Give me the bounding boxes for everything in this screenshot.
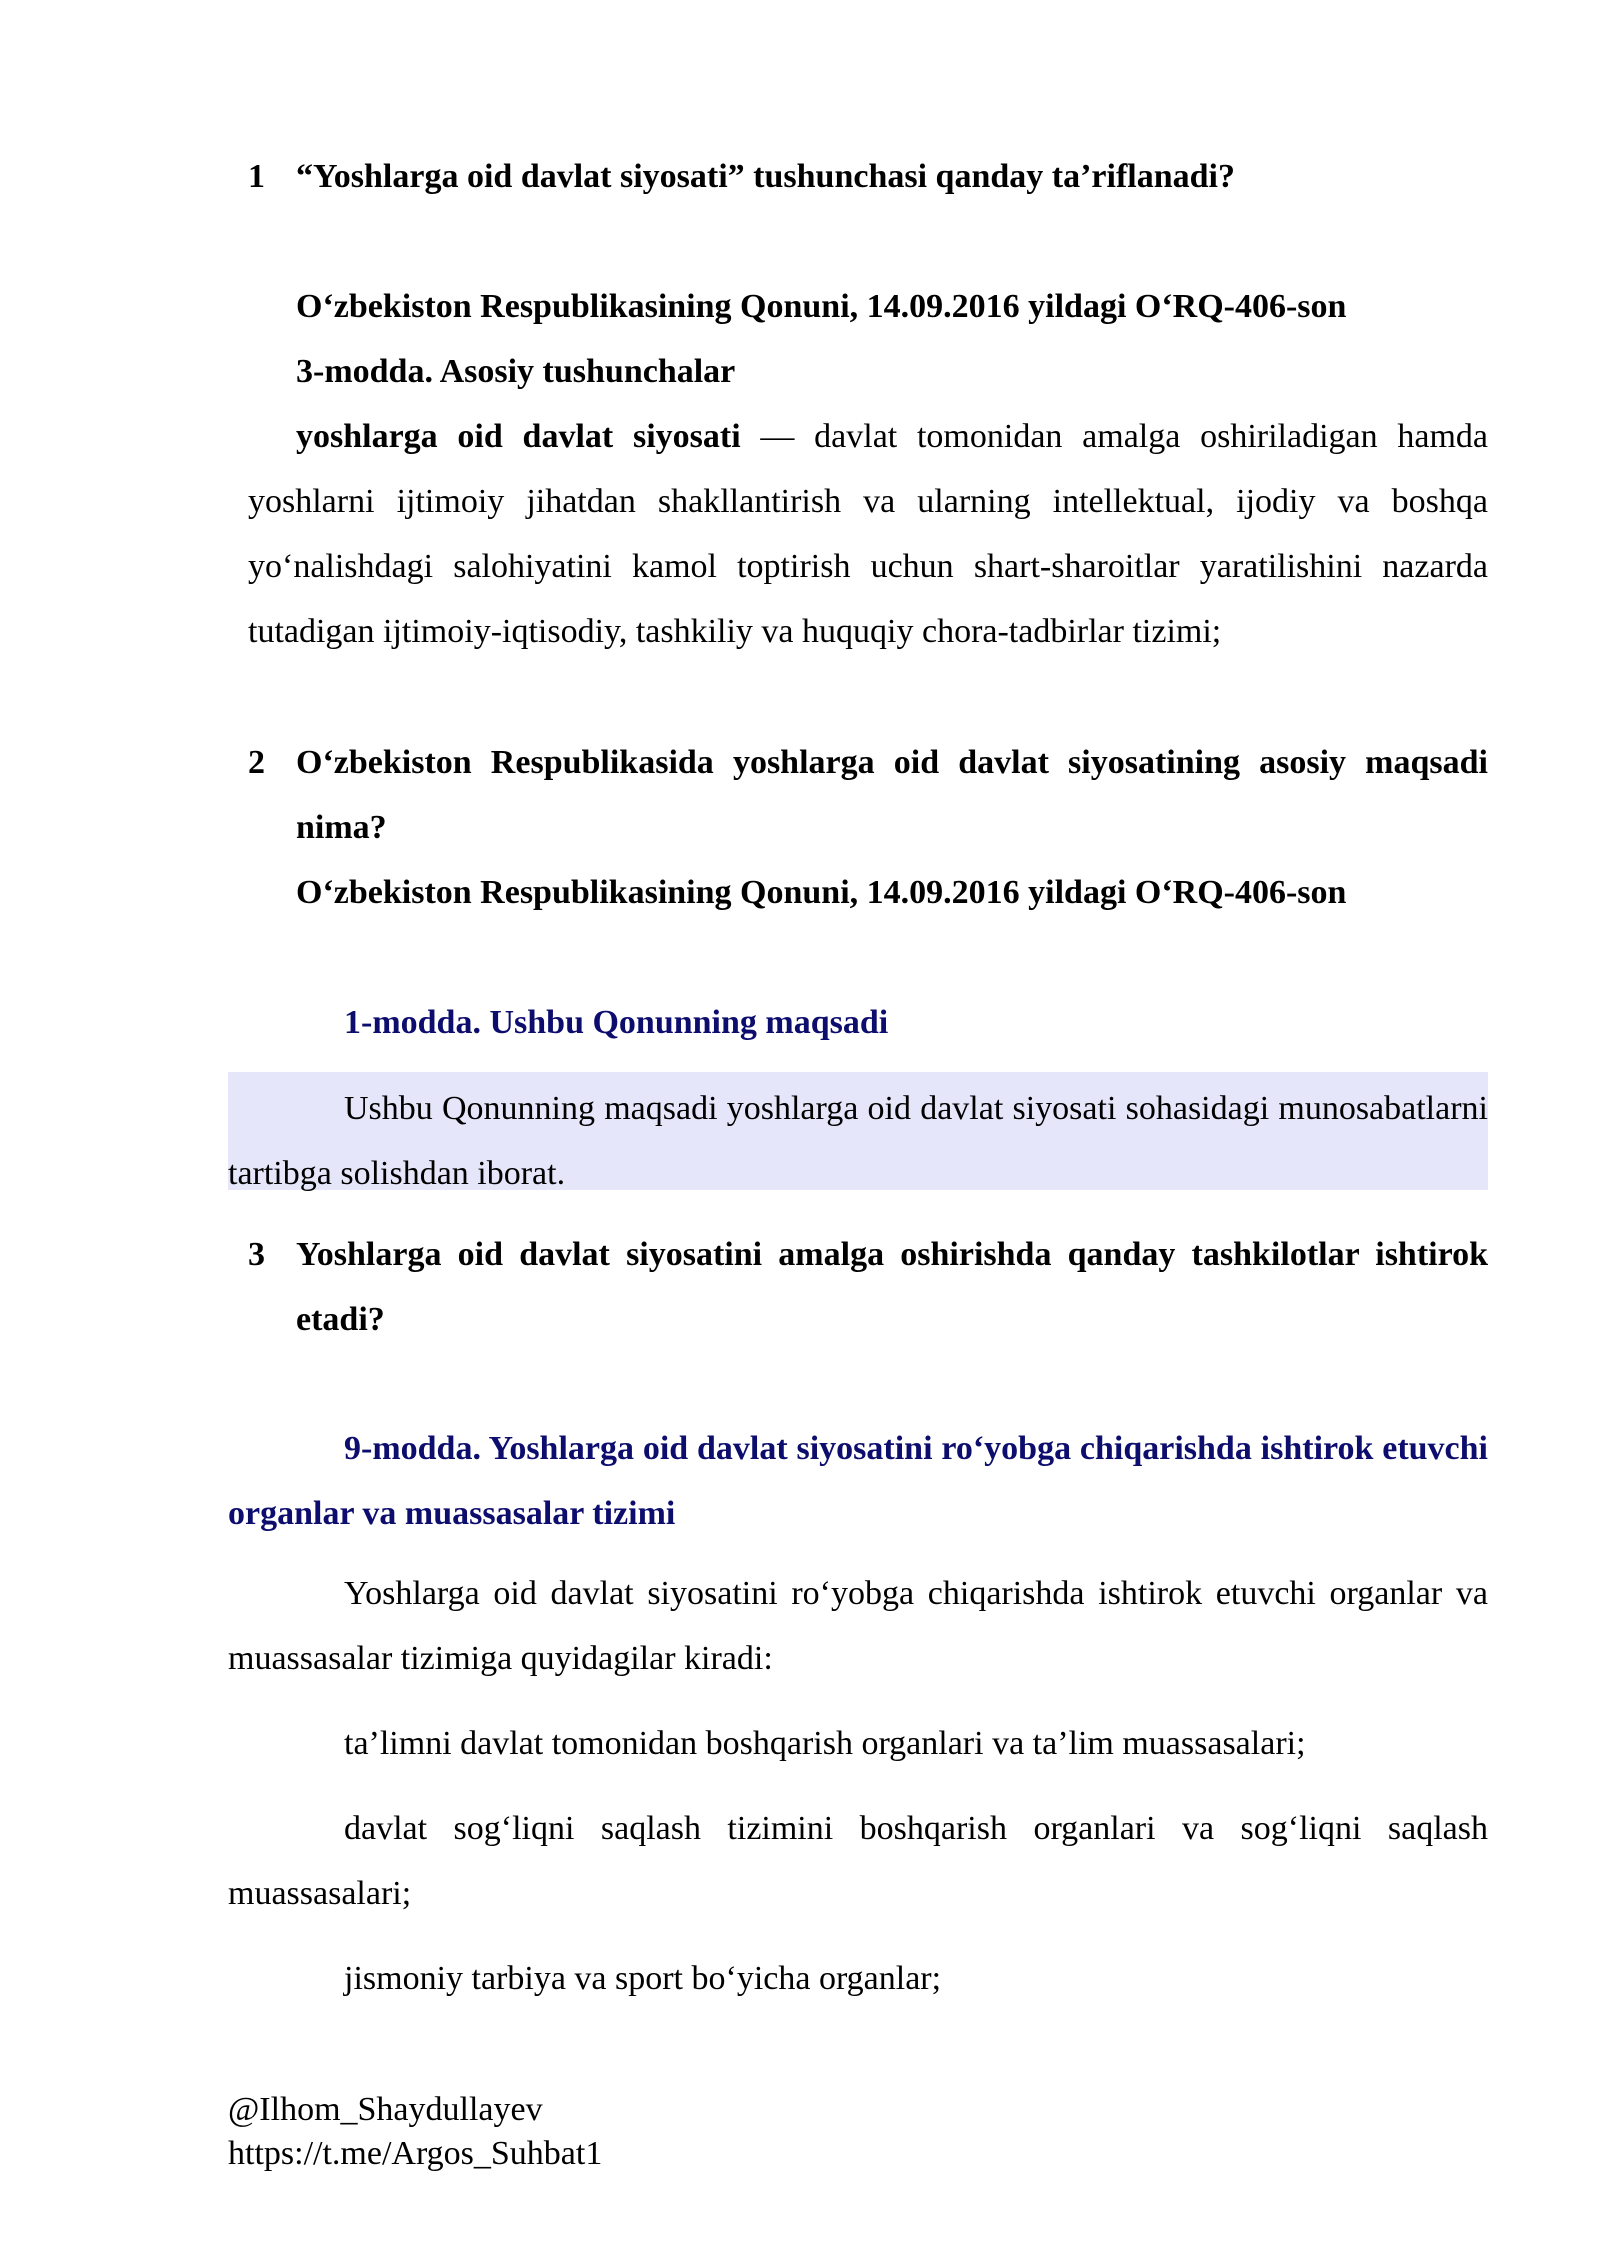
question-2-answer: Ushbu Qonunning maqsadi yoshlarga oid davlat siyosati sohasidagi munosabatlarni tartibga solishdan iborat. [228,1090,1488,1192]
question-3-article: 9-modda. Yoshlarga oid davlat siyosatini ro‘yobga chiqarishda ishtirok etuvchi organlar va muassasalar tizimi [228,1430,1488,1532]
list-item: ta’limni davlat tomonidan boshqarish organlari va ta’lim muassasalari; [344,1725,1306,1762]
question-1-text: “Yoshlarga oid davlat siyosati” tushunchasi qanday ta’riflanadi? [296,158,1235,195]
footer-handle: @Ilhom_Shaydullayev [228,2091,543,2128]
question-2-text: O‘zbekiston Respublikasida yoshlarga oid davlat siyosatining asosiy maqsadi nima? [296,744,1488,846]
question-2-article: 1-modda. Ushbu Qonunning maqsadi [344,1004,889,1041]
highlighted-answer [228,1072,1488,1190]
question-2-number: 2 [248,744,265,781]
question-2-source: O‘zbekiston Respublikasining Qonuni, 14.09.2016 yildagi O‘RQ-406-son [296,874,1347,911]
question-3-intro: Yoshlarga oid davlat siyosatini ro‘yobga chiqarishda ishtirok etuvchi organlar va muassasalar tizimiga quyidagilar kiradi: [228,1575,1488,1677]
definition-text: — davlat tomonidan amalga oshiriladigan hamda yoshlarni ijtimoiy jihatdan shakllantirish va ularning intellektual, ijodiy va boshqa yo‘nalishdagi salohiyatini kamol toptirish uchun shart-sharoitlar yaratilishini nazarda tutadigan ijtimoiy-iqtisodiy, tashkiliy va huquqiy chora-tadbirlar tizimi; [248,418,1488,650]
question-1-source: O‘zbekiston Respublikasining Qonuni, 14.09.2016 yildagi O‘RQ-406-son [296,288,1347,325]
question-1-article: 3-modda. Asosiy tushunchalar [296,353,736,390]
list-item: davlat sog‘liqni saqlash tizimini boshqarish organlari va sog‘liqni saqlash muassasalari; [228,1810,1488,1912]
footer-link[interactable]: https://t.me/Argos_Suhbat1 [228,2135,603,2172]
list-item: jismoniy tarbiya va sport bo‘yicha organlar; [344,1960,942,1997]
question-1-definition [248,404,1488,664]
question-3-text: Yoshlarga oid davlat siyosatini amalga oshirishda qanday tashkilotlar ishtirok etadi? [296,1236,1488,1338]
definition-term: yoshlarga oid davlat siyosati [296,418,741,455]
question-1-number: 1 [248,158,265,195]
question-3-number: 3 [248,1236,265,1273]
